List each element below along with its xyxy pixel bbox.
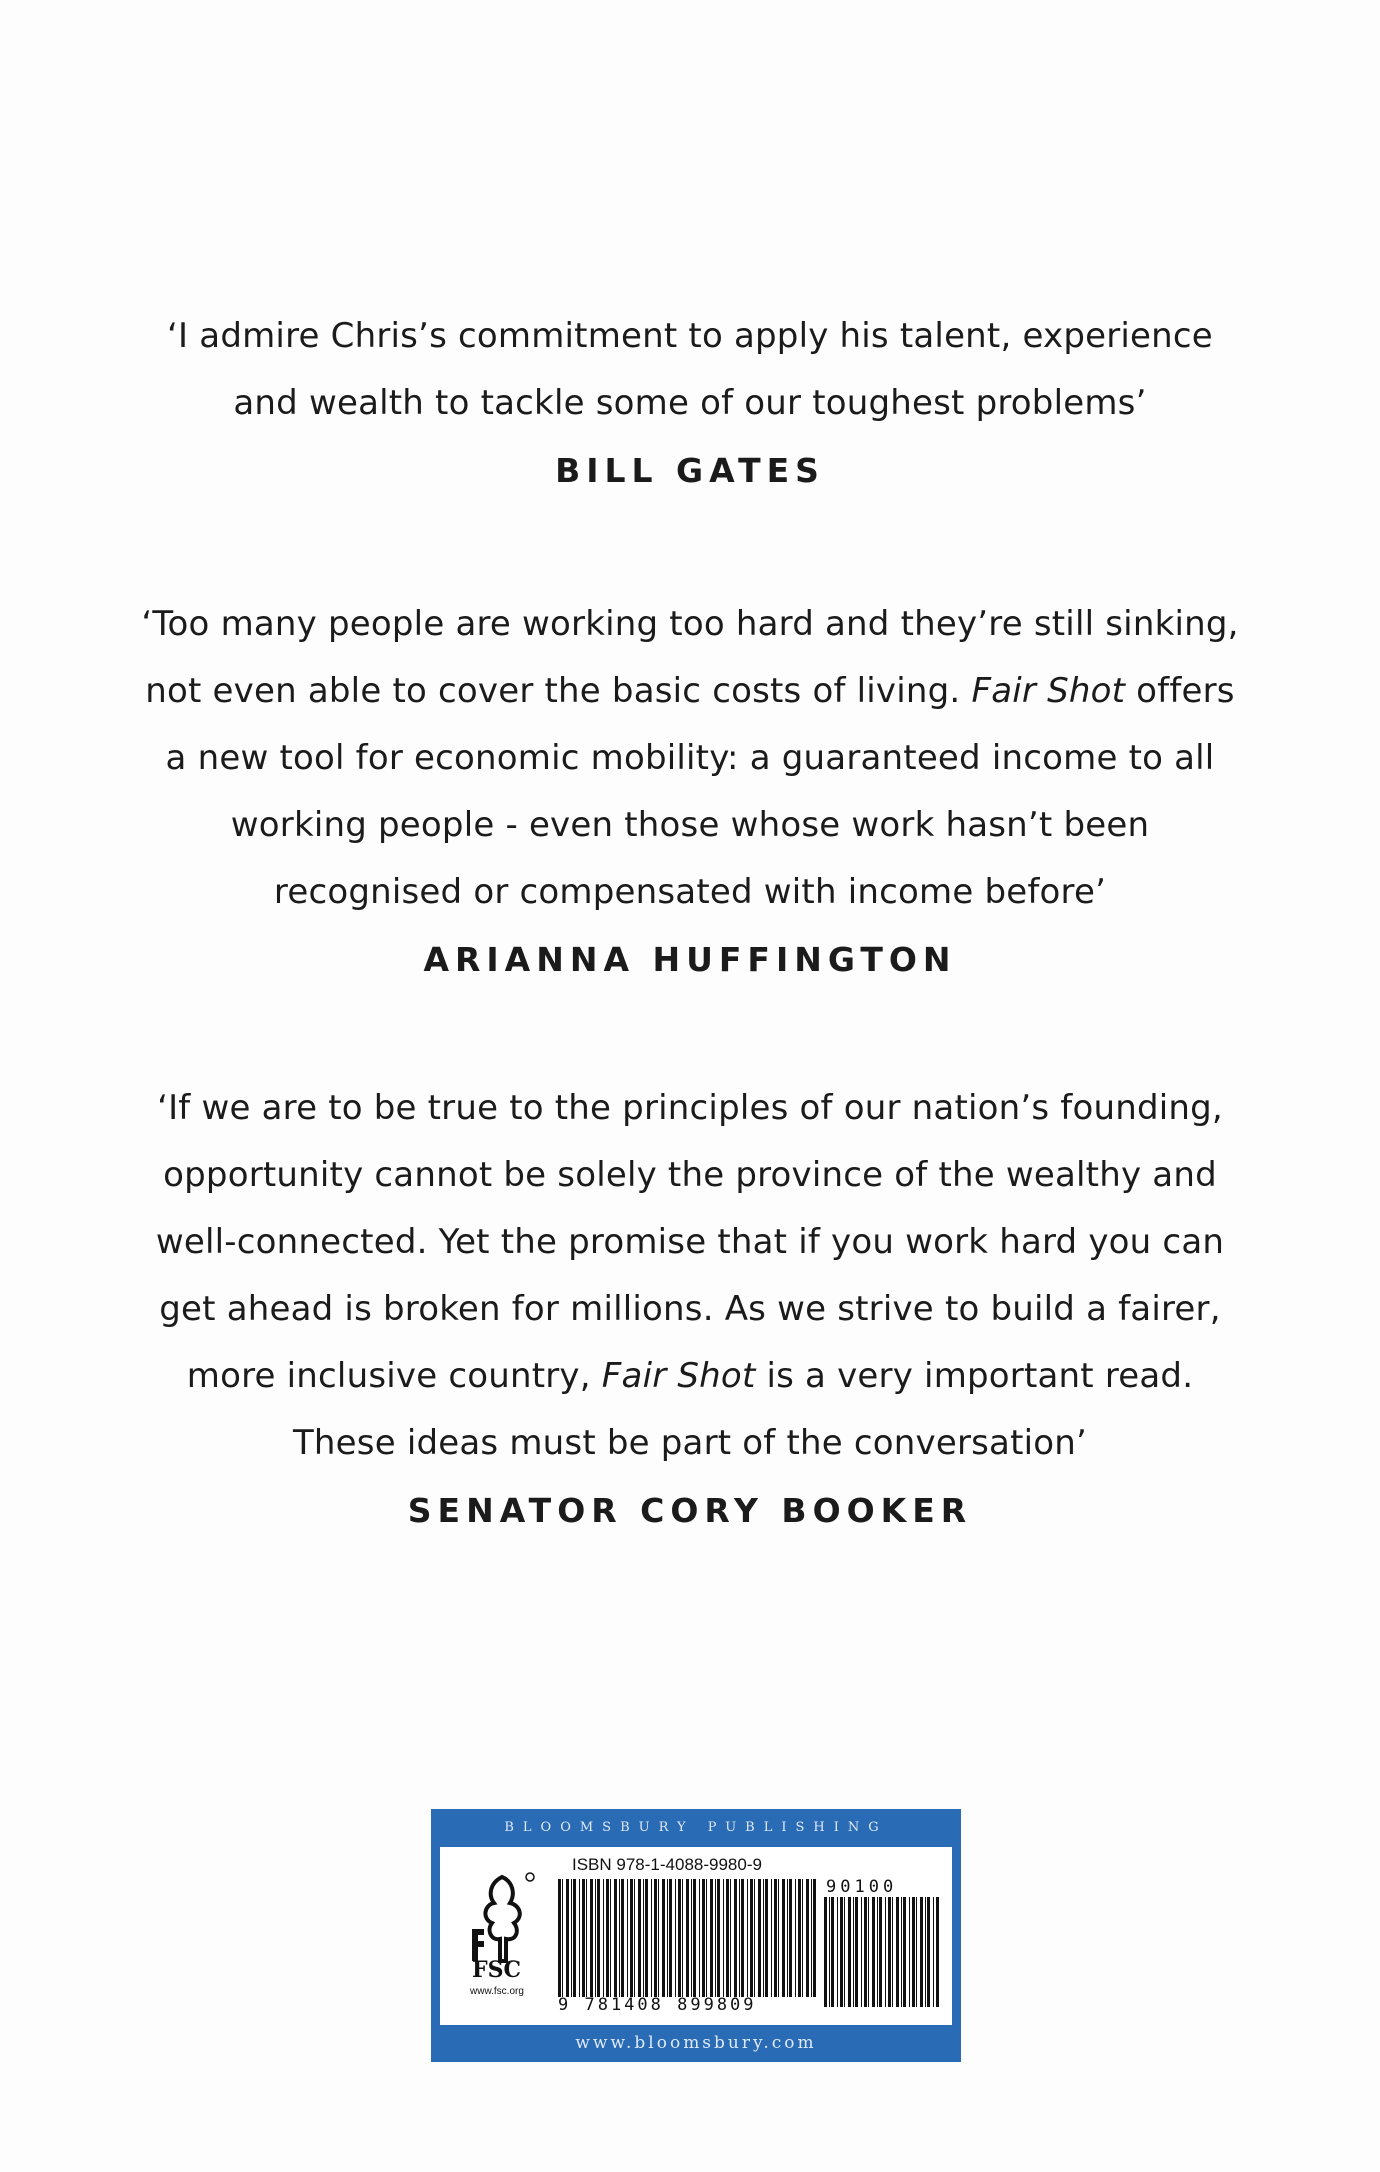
barcode-bar (840, 1897, 843, 2007)
barcode-bar (723, 1879, 724, 1997)
barcode-bar (787, 1879, 788, 1997)
barcode-bar (861, 1897, 862, 2007)
fsc-label: FSC (472, 1957, 522, 1983)
quote-cory-booker (70, 1075, 1310, 1544)
addon-digits: 90100 (826, 1877, 898, 1897)
barcode-bar (603, 1879, 604, 1997)
barcode-bar (619, 1879, 620, 1997)
barcode-bar (853, 1897, 854, 2007)
quote-line: ‘If we are to be true to the principles of our nation’s founding, (157, 1088, 1223, 1128)
quote-line: get ahead is broken for millions. As we strive to build a fairer, (159, 1289, 1221, 1329)
barcode-bar (730, 1879, 731, 1997)
publisher-name: BLOOMSBURY PUBLISHING (504, 1820, 888, 1835)
isbn: ISBN 978-1-4088-9980-9 (572, 1855, 762, 1874)
barcode-bar (717, 1879, 720, 1997)
barcode-bar (741, 1879, 744, 1997)
quote-author: SENATOR CORY BOOKER (407, 1491, 973, 1530)
barcode-bar (621, 1879, 624, 1997)
ean-barcode (558, 1879, 820, 1997)
barcode-bar (699, 1879, 700, 1997)
barcode-bar (802, 1879, 803, 1997)
quote-line: ‘Too many people are working too hard and they’re still sinking, (141, 604, 1239, 644)
barcode-bar (630, 1879, 633, 1997)
quote-line: ‘I admire Chris’s commitment to apply his talent, experience (167, 316, 1213, 356)
barcode-bar (573, 1879, 576, 1997)
barcode-bar (610, 1879, 611, 1997)
barcode-bar (702, 1879, 705, 1997)
barcode-bar (778, 1879, 779, 1997)
barcode-bar (734, 1879, 737, 1997)
barcode-bar (813, 1879, 816, 1997)
fsc-url: www.fsc.org (470, 1986, 524, 1997)
book-title: Fair Shot (971, 671, 1126, 711)
barcode-bar (771, 1879, 772, 1997)
barcode-bar (638, 1879, 641, 1997)
barcode-bar (795, 1879, 796, 1997)
barcode-bar (693, 1879, 696, 1997)
quote-text: more inclusive country, (186, 1356, 602, 1396)
barcode-bar (643, 1879, 644, 1997)
barcode-bar (903, 1897, 906, 2007)
barcode-bar (562, 1879, 563, 1997)
quote-text: offers (1125, 671, 1235, 711)
barcode-bar (811, 1879, 812, 1997)
barcode-bar (566, 1879, 569, 1997)
quote-line (70, 1343, 1310, 1410)
barcode-bar (678, 1879, 681, 1997)
barcode-bar (579, 1879, 580, 1997)
barcode-bar (837, 1897, 838, 2007)
barcode-bar (754, 1879, 755, 1997)
barcode-bar (916, 1897, 917, 2007)
barcode-bar (654, 1879, 657, 1997)
quote-line: a new tool for economic mobility: a guaranteed income to all (165, 738, 1215, 778)
quote-line: These ideas must be part of the conversation’ (292, 1423, 1088, 1463)
barcode-bar (667, 1879, 668, 1997)
barcode-bar (658, 1879, 659, 1997)
quote-text: is a very important read. (755, 1356, 1194, 1396)
barcode-bar (927, 1897, 930, 2007)
barcode-bar (892, 1897, 893, 2007)
barcode-bar (758, 1879, 761, 1997)
barcode-bar (675, 1879, 676, 1997)
barcode-bar (868, 1897, 869, 2007)
barcode-bar (686, 1879, 689, 1997)
barcode-bar (715, 1879, 716, 1997)
barcode-bar (831, 1897, 834, 2007)
barcode-bar (750, 1879, 753, 1997)
barcode-bar (901, 1897, 902, 2007)
barcode-bar (864, 1897, 867, 2007)
barcode-bar (597, 1879, 600, 1997)
quote-line: working people - even those whose work hasn’t been (230, 805, 1150, 845)
quote-arianna-huffington (70, 591, 1310, 993)
barcode-bar (763, 1879, 764, 1997)
barcode-bar (571, 1879, 572, 1997)
barcode-bar (844, 1897, 845, 2007)
quote-author: ARIANNA HUFFINGTON (423, 940, 957, 979)
barcode-bar (558, 1879, 561, 1997)
barcode-bar (896, 1897, 899, 2007)
barcode-bar (824, 1897, 827, 2007)
barcode-panel (431, 1809, 961, 2062)
quote-text: not even able to cover the basic costs of living. (145, 671, 972, 711)
barcode-bar (747, 1879, 748, 1997)
barcode-bar (634, 1879, 635, 1997)
publisher-website: www.bloomsbury.com (575, 2033, 817, 2053)
barcode-bar (706, 1879, 707, 1997)
barcode-bar (912, 1897, 915, 2007)
barcode-bar (888, 1897, 891, 2007)
addon-barcode (824, 1897, 942, 2007)
quote-line: opportunity cannot be solely the province of the wealthy and (163, 1155, 1217, 1195)
barcode-bar (606, 1879, 609, 1997)
barcode-bar (586, 1879, 587, 1997)
barcode-bar (936, 1897, 939, 2007)
barcode-bar (909, 1897, 910, 2007)
barcode-bar (691, 1879, 692, 1997)
barcode-bar (662, 1879, 665, 1997)
barcode-bar (682, 1879, 683, 1997)
barcode-bar (710, 1879, 713, 1997)
barcode-bar (848, 1897, 851, 2007)
barcode-bar (614, 1879, 617, 1997)
quote-line (70, 658, 1310, 725)
barcode-bar (765, 1879, 768, 1997)
quote-line: well-connected. Yet the promise that if you work hard you can (155, 1222, 1225, 1262)
barcode-bar (645, 1879, 648, 1997)
barcode-bar (925, 1897, 926, 2007)
barcode-bar (877, 1897, 878, 2007)
barcode-bar (782, 1879, 785, 1997)
barcode-bar (829, 1897, 830, 2007)
barcode-area (440, 1847, 952, 2025)
ean-digits: 9 781408 899809 (558, 1995, 757, 2015)
quote-line: and wealth to tackle some of our toughest problems’ (233, 383, 1147, 423)
barcode-bar (582, 1879, 585, 1997)
barcode-bar (879, 1897, 882, 2007)
barcode-bar (726, 1879, 729, 1997)
barcode-bar (885, 1897, 886, 2007)
barcode-bar (920, 1897, 923, 2007)
barcode-bar (590, 1879, 593, 1997)
barcode-bar (872, 1897, 875, 2007)
barcode-bar (595, 1879, 596, 1997)
barcode-bar (855, 1897, 858, 2007)
barcode-bar (806, 1879, 809, 1997)
barcode-bar (651, 1879, 652, 1997)
barcode-bar (933, 1897, 934, 2007)
quote-line: recognised or compensated with income before’ (273, 872, 1107, 912)
quote-author: BILL GATES (555, 451, 825, 490)
barcode-bar (789, 1879, 792, 1997)
barcode-bar (627, 1879, 628, 1997)
barcode-bar (798, 1879, 801, 1997)
quote-bill-gates (70, 303, 1310, 504)
barcode-bar (774, 1879, 777, 1997)
barcode-bar (669, 1879, 672, 1997)
barcode-bar (739, 1879, 740, 1997)
book-title: Fair Shot (601, 1356, 756, 1396)
